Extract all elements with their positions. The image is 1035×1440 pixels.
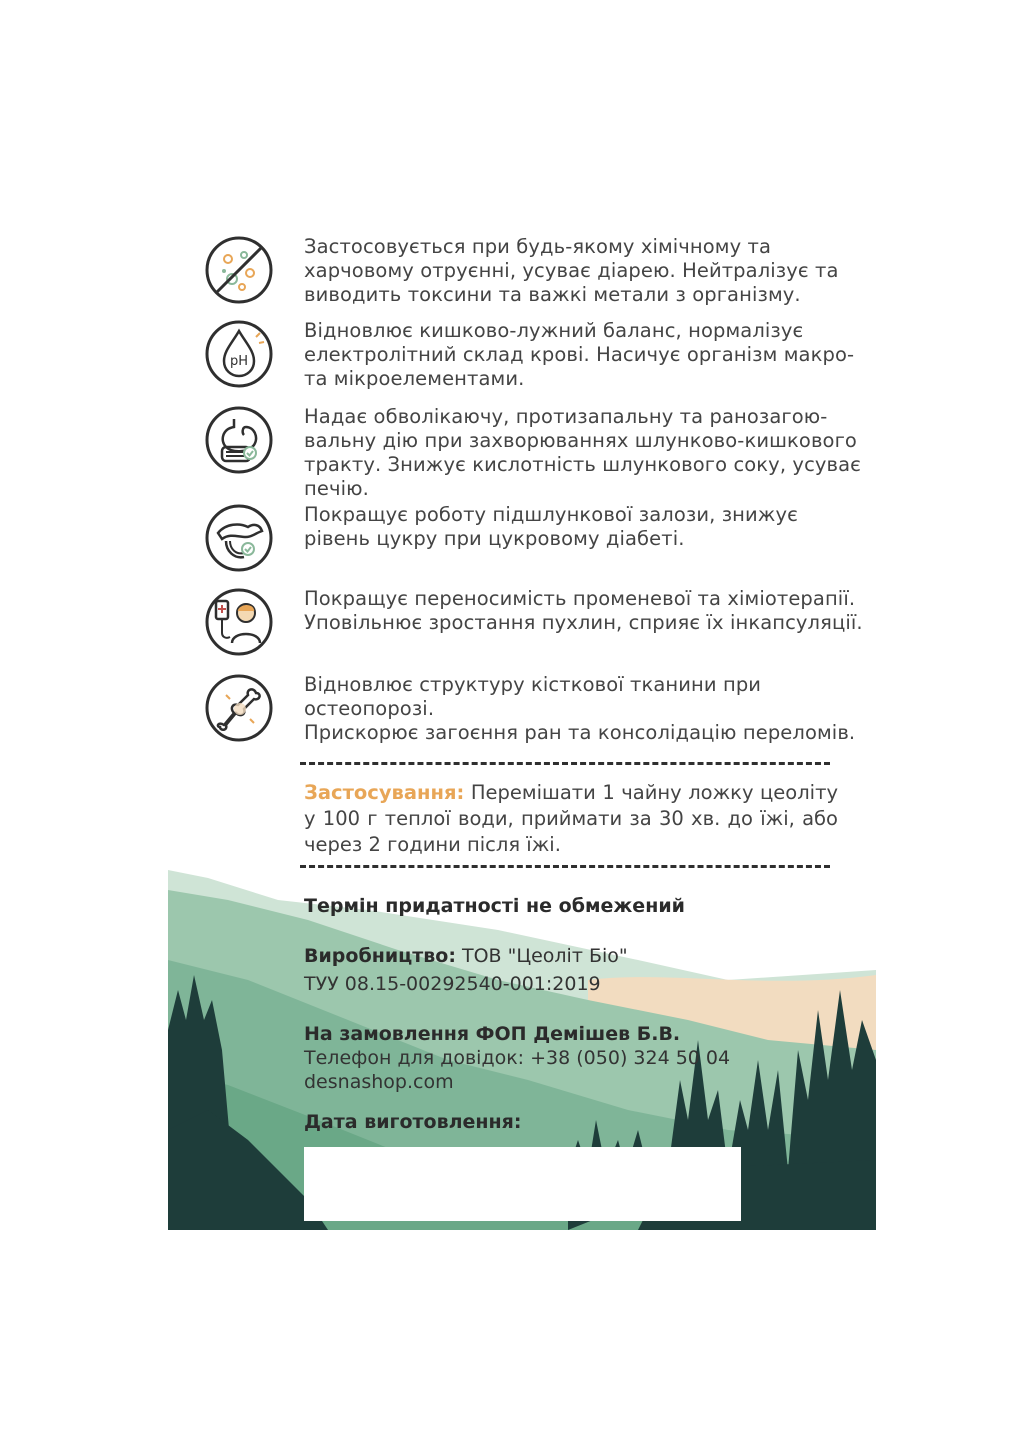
order-title-text: На замовлення ФОП Демішев Б.В.: [304, 1023, 681, 1045]
pancreas-icon: [204, 503, 274, 573]
svg-text:pH: pH: [229, 354, 249, 369]
no-toxins-icon: [204, 235, 274, 305]
benefit-text: Надає обволікаючу, протизапальну та ранозагою- вальну дію при захворюваннях шлунково-кишкового тракту. Знижує кислотність шлункового соку, усуває печію.: [304, 405, 861, 500]
usage-text: Перемішати 1 чайну ложку цеоліту у 100 г теплої води, приймати за 30 хв. до їжі, або через 2 години після їжі.: [304, 781, 838, 856]
shelf-life-text: Термін придатності не обмежений: [304, 895, 685, 917]
shelf-life: [304, 895, 685, 917]
benefit-text: Покращує роботу підшлункової залози, знижує рівень цукру при цукровому діабеті.: [304, 503, 798, 550]
manufacturer-label: Виробництво:: [304, 945, 456, 967]
order-title: [304, 1023, 680, 1045]
manufacturer: [304, 945, 628, 967]
divider: [300, 865, 830, 868]
usage-title: Застосування:: [304, 781, 465, 804]
production-date: [304, 1111, 521, 1133]
production-date-label: Дата виготовлення:: [304, 1111, 522, 1133]
ph-drop-icon: [204, 319, 274, 389]
benefit-text: Застосовується при будь-якому хімічному та харчовому отруєнні, усуває діарею. Нейтралізує та виводить токсини та важкі метали з організму.: [304, 235, 839, 306]
production-date-box: [304, 1147, 741, 1221]
benefit-text: Відновлює кишково-лужний баланс, нормалізує електролітний склад крові. Насичує організм макро- та мікроелементами.: [304, 319, 855, 390]
chemotherapy-patient-icon: [204, 587, 274, 657]
product-label: [168, 225, 876, 1230]
order-phone: Телефон для довідок: +38 (050) 324 50 04: [304, 1047, 731, 1069]
manufacturer-name: ТОВ "Цеоліт Біо": [455, 945, 628, 967]
divider: [300, 762, 830, 765]
benefit-text: Відновлює структуру кісткової тканини при остеопорозі. Прискорює загоєння ран та консолідацію переломів.: [304, 673, 856, 744]
order-website: desnashop.com: [304, 1071, 454, 1093]
bone-joint-icon: [204, 673, 274, 743]
usage-instructions: [304, 780, 838, 858]
standard-code: ТУУ 08.15-00292540-001:2019: [304, 973, 601, 995]
stomach-icon: [204, 405, 274, 475]
benefit-text: Покращує переносимість променевої та хіміотерапії. Уповільнює зростання пухлин, сприяє їх інкапсуляції.: [304, 587, 863, 634]
